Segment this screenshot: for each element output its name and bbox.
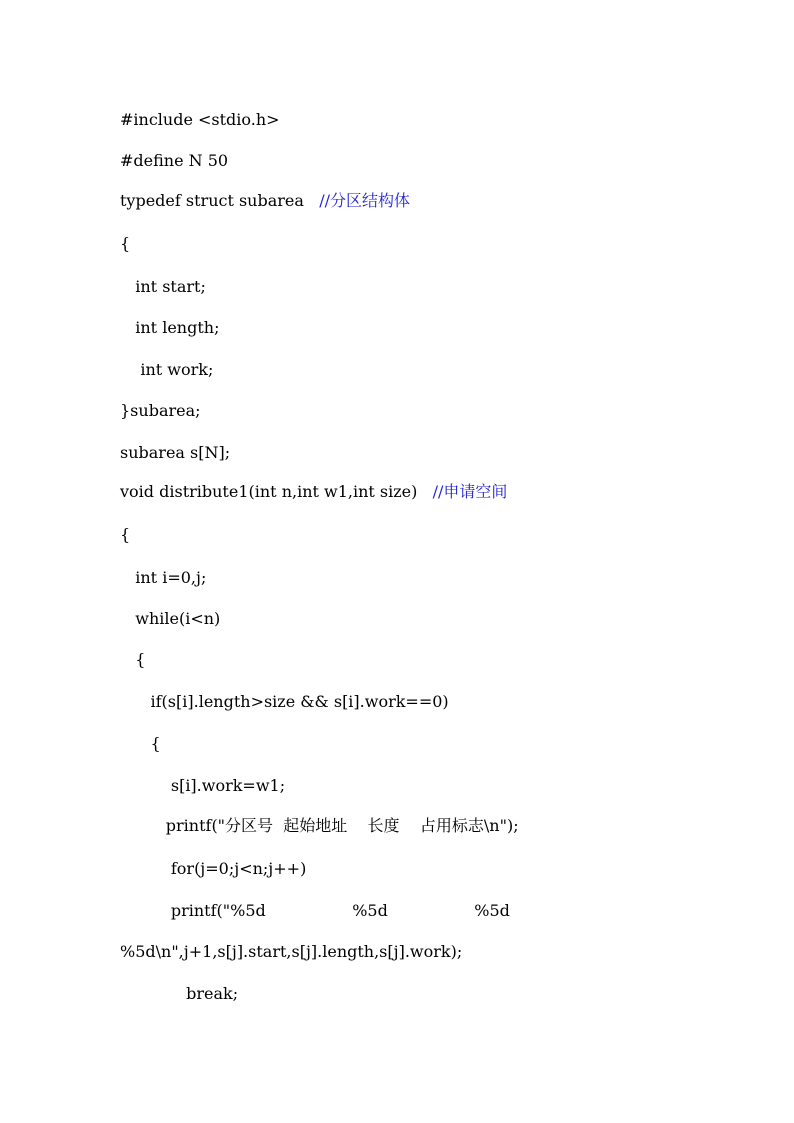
code-line-20 <box>120 901 510 921</box>
code-text: }subarea; <box>120 401 201 420</box>
code-line-4 <box>120 234 130 254</box>
code-comment: //申请空间 <box>432 482 508 501</box>
code-text: { <box>120 650 146 669</box>
code-line-16 <box>120 734 161 754</box>
code-line-2 <box>120 151 228 171</box>
code-text: #define N 50 <box>120 151 229 170</box>
code-line-1 <box>120 110 280 130</box>
code-line-8 <box>120 401 201 421</box>
code-text: void distribute1(int n,int w1,int size) <box>120 482 433 501</box>
code-text: int i=0,j; <box>120 568 207 587</box>
code-line-19 <box>120 859 306 879</box>
code-line-12 <box>120 568 206 588</box>
code-comment: //分区结构体 <box>319 191 410 210</box>
code-text: s[i].work=w1; <box>120 776 286 795</box>
code-text: for(j=0;j<n;j++) <box>120 859 307 878</box>
code-text: #include <stdio.h> <box>120 110 280 129</box>
code-line-6 <box>120 318 219 338</box>
code-text: { <box>120 734 161 753</box>
code-text: printf("%5d %5d %5d <box>120 901 510 920</box>
code-text: { <box>120 525 131 544</box>
code-line-22 <box>120 984 238 1004</box>
code-line-10 <box>120 482 507 502</box>
code-line-5 <box>120 277 206 297</box>
code-text: typedef struct subarea <box>120 191 320 210</box>
code-text: printf("分区号 起始地址 长度 占用标志\n"); <box>120 816 519 835</box>
code-text: while(i<n) <box>120 609 221 628</box>
code-line-11 <box>120 525 130 545</box>
code-text: int length; <box>120 318 220 337</box>
code-text: int work; <box>120 360 214 379</box>
code-line-3 <box>120 191 410 211</box>
code-line-13 <box>120 609 220 629</box>
code-line-9 <box>120 443 230 463</box>
code-line-14 <box>120 650 145 670</box>
code-text: { <box>120 234 131 253</box>
code-text: if(s[i].length>size && s[i].work==0) <box>120 692 449 711</box>
code-line-18 <box>120 816 519 836</box>
code-text: subarea s[N]; <box>120 443 231 462</box>
code-line-21 <box>120 942 462 962</box>
code-line-17 <box>120 776 285 796</box>
code-text: break; <box>120 984 239 1003</box>
code-line-7 <box>120 360 213 380</box>
code-line-15 <box>120 692 449 712</box>
code-text: int start; <box>120 277 206 296</box>
code-text: %5d\n",j+1,s[j].start,s[j].length,s[j].work); <box>120 942 463 961</box>
